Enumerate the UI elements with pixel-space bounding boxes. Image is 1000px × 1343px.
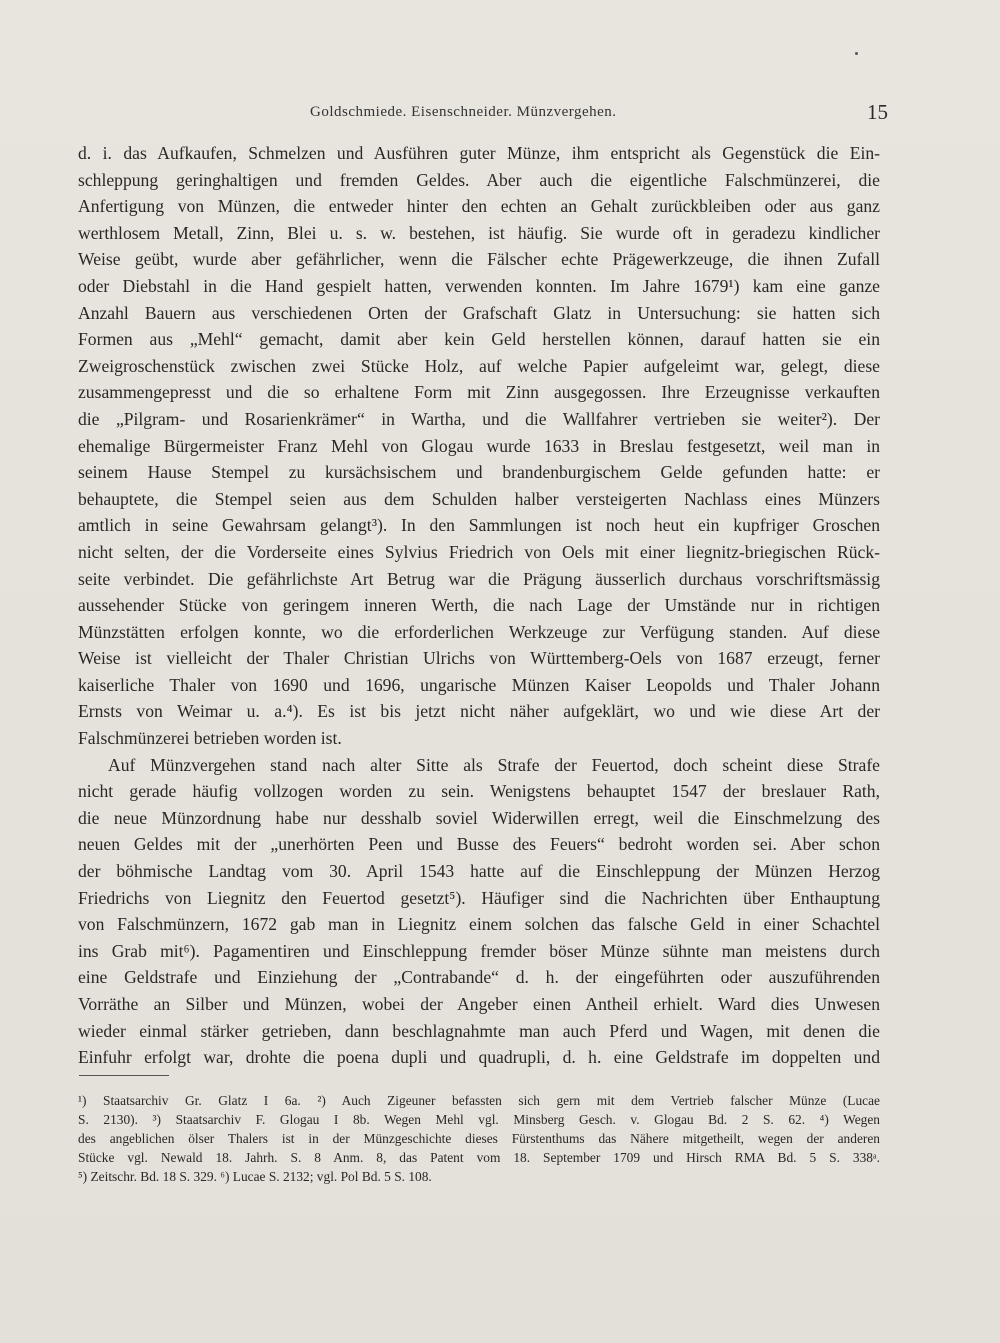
scan-speck	[855, 52, 858, 55]
text-line: aussehender Stücke von geringem inneren Werth, die nach Lage der Umstände nur in richtigen	[78, 595, 880, 616]
footnote-line: ⁵) Zeitschr. Bd. 18 S. 329. ⁶) Lucae S. 2132; vgl. Pol Bd. 5 S. 108.	[78, 1169, 432, 1184]
body-text	[78, 140, 880, 1097]
text-line-paragraph-start: Auf Münzvergehen stand nach alter Sitte als Strafe der Feuertod, doch scheint diese Strafe	[108, 754, 880, 775]
text-line: wieder einmal stärker getrieben, dann beschlagnahmte man auch Pferd und Wagen, mit denen die	[78, 1020, 880, 1041]
text-line: seinem Hause Stempel zu kursächsischem und brandenburgischem Gelde gefunden hatte: er	[78, 462, 880, 483]
text-line: Ernsts von Weimar u. a.⁴). Es ist bis jetzt nicht näher aufgeklärt, wo und wie diese Art der	[78, 701, 880, 722]
text-line: Formen aus „Mehl“ gemacht, damit aber kein Geld herstellen können, darauf hatten sie ein	[78, 329, 880, 350]
text-line: die „Pilgram- und Rosarienkrämer“ in Wartha, und die Wallfahrer vertrieben sie weiter²). Der	[78, 408, 880, 429]
text-line: kaiserliche Thaler von 1690 und 1696, ungarische Münzen Kaiser Leopolds und Thaler Johann	[78, 674, 880, 695]
text-line: Friedrichs von Liegnitz den Feuertod gesetzt⁵). Häufiger sind die Nachrichten über Enthauptung	[78, 887, 880, 908]
footnote-line: ¹) Staatsarchiv Gr. Glatz I 6a. ²) Auch Zigeuner befassten sich gern mit dem Vertrieb falscher Münze (Lucae	[78, 1093, 880, 1108]
text-line: eine Geldstrafe und Einziehung der „Contrabande“ d. h. der eingeführten oder auszuführenden	[78, 967, 880, 988]
text-line: ins Grab mit⁶). Pagamentiren und Einschleppung fremder böser Münze sühnte man meistens durch	[78, 940, 880, 961]
text-line: die neue Münzordnung habe nur desshalb soviel Widerwillen erregt, weil die Einschmelzung des	[78, 807, 880, 828]
running-head: Goldschmiede. Eisenschneider. Münzvergehen.	[310, 104, 617, 120]
text-line: Zweigroschenstück zwischen zwei Stücke Holz, auf welche Papier aufgeleimt war, gelegt, diese	[78, 355, 880, 376]
text-line: Anzahl Bauern aus verschiedenen Orten der Grafschaft Glatz in Untersuchung: sie hatten sich	[78, 302, 880, 323]
text-line: nicht selten, der die Vorderseite eines Sylvius Friedrich von Oels mit einer liegnitz-briegischen Rück-	[78, 541, 880, 562]
text-line: seite verbindet. Die gefährlichste Art Betrug war die Prägung äusserlich durchaus vorschriftsmässig	[78, 568, 880, 589]
text-line: Weise ist vielleicht der Thaler Christian Ulrichs von Württemberg-Oels von 1687 erzeugt, ferner	[78, 648, 880, 669]
text-line: von Falschmünzern, 1672 gab man in Liegnitz einem solchen das falsche Geld in einer Schachtel	[78, 914, 880, 935]
text-line: d. i. das Aufkaufen, Schmelzen und Ausführen guter Münze, ihm entspricht als Gegenstück die Ein-	[78, 143, 880, 163]
text-line: schleppung geringhaltigen und fremden Geldes. Aber auch die eigentliche Falschmünzerei, die	[78, 169, 880, 190]
footnote-line: S. 2130). ³) Staatsarchiv F. Glogau I 8b. Wegen Mehl vgl. Minsberg Gesch. v. Glogau Bd. 2 S. 62. ⁴) Wegen	[78, 1112, 880, 1127]
text-line: oder Diebstahl in die Hand gespielt hatten, verwenden konnten. Im Jahre 1679¹) kam eine ganze	[78, 275, 880, 296]
text-line: ehemalige Bürgermeister Franz Mehl von Glogau wurde 1633 in Breslau festgesetzt, weil man in	[78, 435, 880, 456]
text-line: amtlich in seine Gewahrsam gelangt³). In den Sammlungen ist noch heut ein kupfriger Groschen	[78, 515, 880, 536]
text-line-paragraph-end: Falschmünzerei betrieben worden ist.	[78, 728, 342, 749]
page-number: 15	[867, 100, 888, 124]
page-header	[78, 100, 888, 128]
text-line: Weise geübt, wurde aber gefährlicher, wenn die Fälscher echte Prägewerkzeuge, die ihnen Zufall	[78, 249, 880, 270]
text-line: neuen Geldes mit der „unerhörten Peen und Busse des Feuers“ bedroht worden sei. Aber schon	[78, 834, 880, 855]
text-line: zusammengepresst und die so erhaltene Form mit Zinn ausgegossen. Ihre Erzeugnisse verkauften	[78, 382, 880, 403]
text-line: der böhmische Landtag vom 30. April 1543 hatte auf die Einschleppung der Münzen Herzog	[78, 861, 880, 882]
text-line: Anfertigung von Münzen, die entweder hinter den echten an Gehalt zurückbleiben oder aus ganz	[78, 196, 880, 217]
text-line: Einfuhr erfolgt war, drohte die poena dupli und quadrupli, d. h. eine Geldstrafe im doppelten und	[78, 1047, 880, 1068]
text-line: nicht gerade häufig vollzogen worden zu sein. Wenigstens behauptet 1547 der breslauer Rath,	[78, 781, 880, 802]
text-line: behauptete, die Stempel seien aus dem Schulden halber versteigerten Nachlass eines Münzers	[78, 488, 880, 509]
footnote-line: Stücke vgl. Newald 18. Jahrh. S. 8 Anm. 8, das Patent vom 18. September 1709 und Hirsch RMA Bd. 5 S. 338ᵃ.	[78, 1150, 880, 1165]
text-line: werthlosem Metall, Zinn, Blei u. s. w. bestehen, ist häufig. Sie wurde oft in geradezu kindlicher	[78, 222, 880, 243]
footnotes	[78, 1091, 880, 1186]
footnote-divider	[79, 1075, 169, 1076]
text-line: Vorräthe an Silber und Münzen, wobei der Angeber einen Antheil erhielt. Ward dies Unwesen	[78, 994, 880, 1014]
footnote-line: des angeblichen ölser Thalers ist in der Münzgeschichte dieses Fürstenthums das Nähere mitgetheilt, wegen der anderen	[78, 1131, 880, 1146]
text-line: Münzstätten erfolgen konnte, wo die erforderlichen Werkzeuge zur Verfügung standen. Auf diese	[78, 621, 880, 642]
